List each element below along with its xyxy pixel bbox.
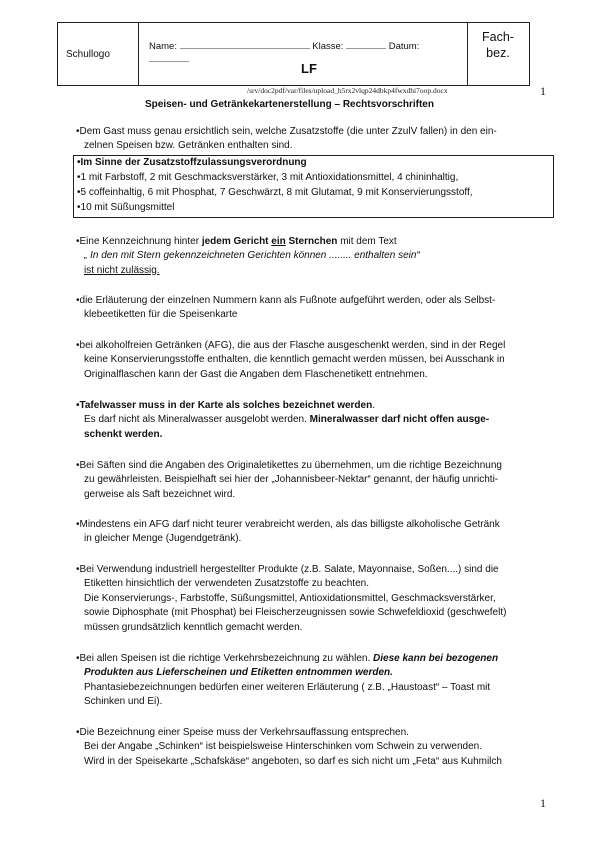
paragraph-6 [76,459,556,502]
text-line: müssen grundsätzlich kenntlich gemacht werden. [84,621,303,633]
worksheet-header [57,22,530,86]
box-line: •5 coffeinhaltig, 6 mit Phosphat, 7 Geschwärzt, 8 mit Glutamat, 9 mit Konservierungsstoff, [77,187,473,198]
text-line: Schinken und Ei). [84,696,163,708]
klasse-label: Klasse: [312,41,344,52]
text-bold: Sternchen [285,236,338,247]
text-line: •bei alkoholfreien Getränken (AFG), die aus der Flasche ausgeschenkt werden, sind in der Regel [76,340,506,351]
subject-label [478,29,518,61]
paragraph-5 [76,399,556,442]
text-line: keine Konservierungsstoffe enthalten, die kenntlich gemacht werden müssen, bei Ausschank in [84,354,505,366]
text-line: zelnen Speisen bzw. Getränken enthalten sind. [84,140,293,152]
text-line: sowie Diphosphate (mit Phosphat) bei Fleischerzeugnissen sowie Schwefeldioxid (geschwefelt) [84,607,507,619]
text-line: gerweise als Saft bezeichnet wird. [84,488,236,500]
paragraph-1 [76,125,556,154]
text-line: •Bei Verwendung industriell hergestellter Produkte (z.B. Salate, Mayonnaise, Soßen....) sind die [76,564,499,575]
text-line: in gleicher Menge (Jugendgetränk). [84,533,242,545]
klasse-field[interactable] [346,39,386,49]
text-bold-underline: ein [271,236,286,247]
text-span: . [372,400,375,411]
text-line: Originalflaschen kann der Gast die Angaben dem Flaschenetikett entnehmen. [84,368,428,380]
page-number-bottom: 1 [540,796,546,810]
datum-field[interactable] [149,52,189,62]
logo-cell [58,23,139,85]
text-line: •Bei Säften sind die Angaben des Originaletikettes zu übernehmen, um die richtige Bezeichnung [76,460,502,471]
page-number-top: 1 [540,84,546,98]
lernfeld-label: LF [301,61,317,76]
paragraph-9 [76,652,556,710]
paragraph-4 [76,339,556,382]
name-field[interactable] [180,39,310,49]
additives-box [73,155,554,218]
file-path: /srv/doc2pdf/var/files/upload_h5rx2vlqp24dbkp4fwxdhi7oop.docx [247,86,448,95]
text-line: Wird in der Speisekarte „Schafskäse“ angeboten, so darf es sich nicht um „Feta“ aus Kuhmilch [84,755,502,767]
text-line: •Dem Gast muss genau ersichtlich sein, welche Zusatzstoffe (die unter ZzulV fallen) in den ein- [76,126,497,137]
page-title: Speisen- und Getränkekartenerstellung – Rechtsvorschriften [145,99,434,110]
school-logo-placeholder: Schullogo [66,49,110,60]
text-span: mit dem Text [337,236,397,247]
student-fields [149,39,419,65]
text-line-bold-italic: Produkten aus Lieferscheinen und Etiketten entnommen werden. [84,667,393,679]
text-line: klebeetiketten für die Speisenkarte [84,309,238,321]
text-span: •Eine Kennzeichnung hinter [76,236,202,247]
text-line-italic: „ In den mit Stern gekennzeichneten Gerichten können ........ enthalten sein“ [84,250,420,262]
text-bold: jedem Gericht [201,236,272,247]
text-bold-italic: Diese kann bei bezogenen [373,653,499,664]
paragraph-7 [76,518,556,547]
text-line: •die Erläuterung der einzelnen Nummern kann als Fußnote aufgeführt werden, oder als Selbst- [76,295,496,306]
text-span: •Bei allen Speisen ist die richtige Verkehrsbezeichnung zu wählen. [76,653,374,664]
datum-label: Datum: [388,41,420,52]
text-span: Es darf nicht als Mineralwasser ausgelobt werden. [84,414,310,426]
box-line: •1 mit Farbstoff, 2 mit Geschmacksverstärker, 3 mit Antioxidationsmittel, 4 chininhaltig, [77,172,459,183]
text-line: Etiketten hinsichtlich der verwendeten Zusatzstoffe zu beachten. [84,578,369,590]
box-heading: •Im Sinne der Zusatzstoffzulassungsverordnung [77,157,307,168]
text-bold: Mineralwasser darf nicht offen ausge- [309,414,490,426]
paragraph-8 [76,563,556,635]
paragraph-3 [76,294,556,323]
subject-line1: Fach- [482,30,514,44]
name-label: Name: [149,41,177,52]
text-bold: •Tafelwasser muss in der Karte als solches bezeichnet werden [76,400,373,411]
text-line: Phantasiebezeichnungen bedürfen einer weiteren Erläuterung ( z.B. „Haustoast“ – Toast mit [84,681,491,693]
text-line: Bei der Angabe „Schinken“ ist beispielsweise Hinterschinken vom Schwein zu verwenden. [84,741,482,753]
text-line [76,235,556,249]
text-line-bold: schenkt werden. [84,428,163,440]
text-line: Die Konservierungs-, Farbstoffe, Süßungsmittel, Antioxidationsmittel, Geschmacksverstärker, [84,592,496,604]
text-line: •Die Bezeichnung einer Speise muss der Verkehrsauffassung entsprechen. [76,727,409,738]
text-line: •Mindestens ein AFG darf nicht teurer verabreicht werden, als das billigste alkoholische Getränk [76,519,500,530]
text-line: zu gewährleisten. Beispielhaft sei hier der „Johannisbeer-Nektar“ genannt, der häufig unrichti- [84,474,499,486]
paragraph-2 [76,235,556,278]
paragraph-10 [76,726,556,769]
box-line: •10 mit Süßungsmittel [77,202,175,213]
text-underline: ist nicht zulässig. [84,264,160,276]
subject-line2: bez. [486,46,510,60]
